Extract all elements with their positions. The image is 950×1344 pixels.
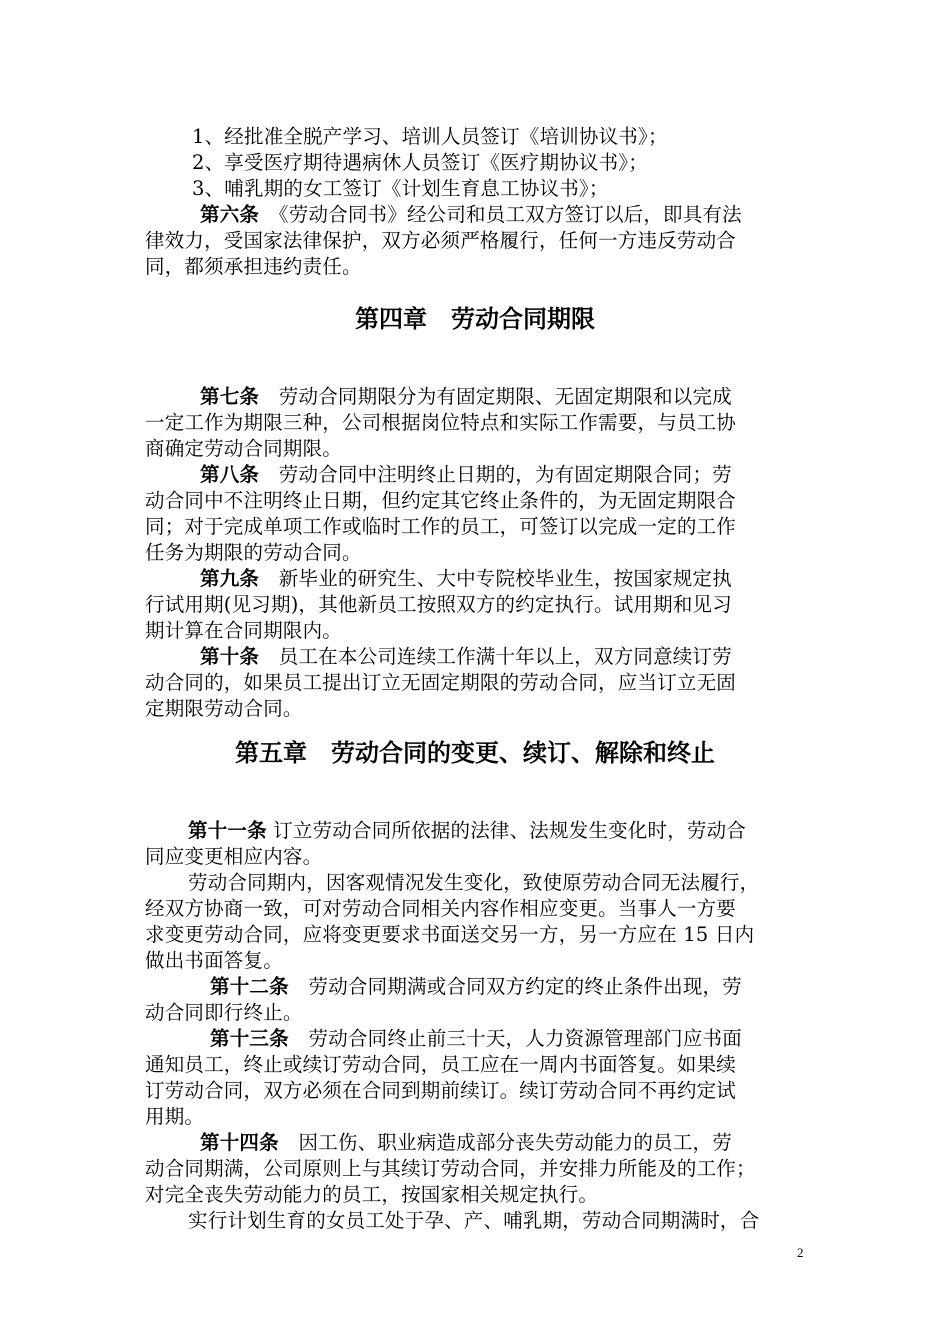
article-6-line: 律效力，受国家法律保护，双方必须严格履行，任何一方违反劳动合 <box>145 229 737 252</box>
article-12-line: 动合同即行终止。 <box>145 1001 303 1024</box>
article-label: 第十二条 <box>210 975 289 998</box>
article-label: 第十三条 <box>210 1027 289 1050</box>
article-label: 第六条 <box>200 203 260 226</box>
article-10-line: 定期限劳动合同。 <box>145 697 303 720</box>
paragraph-line: 劳动合同期内，因客观情况发生变化，致使原劳动合同无法履行， <box>188 871 760 894</box>
article-label: 第九条 <box>200 567 260 590</box>
article-13-line: 通知员工，终止或续订劳动合同，员工应在一周内书面答复。如果续 <box>145 1053 737 1076</box>
paragraph-line: 经双方协商一致，可对劳动合同相关内容作相应变更。当事人一方要 <box>145 897 737 920</box>
paragraph-line: 实行计划生育的女员工处于孕、产、哺乳期，劳动合同期满时，合 <box>188 1209 760 1232</box>
article-label: 第十一条 <box>188 819 267 842</box>
list-item: 1、经批准全脱产学习、培训人员签订《培训协议书》； <box>192 125 668 148</box>
article-8-line: 同；对于完成单项工作或临时工作的员工，可签订以完成一定的工作 <box>145 515 737 538</box>
article-7-line: 第七条 劳动合同期限分为有固定期限、无固定期限和以完成 <box>200 385 732 408</box>
article-label: 第十条 <box>200 645 260 668</box>
article-10-line: 第十条 员工在本公司连续工作满十年以上，双方同意续订劳 <box>200 645 732 668</box>
article-9-line: 第九条 新毕业的研究生、大中专院校毕业生，按国家规定执 <box>200 567 732 590</box>
article-7-line: 商确定劳动合同期限。 <box>145 437 343 460</box>
article-6-line: 第六条 《劳动合同书》经公司和员工双方签订以后，即具有法 <box>200 203 742 226</box>
paragraph-line: 做出书面答复。 <box>145 949 283 972</box>
list-item: 3、哺乳期的女工签订《计划生育息工协议书》； <box>192 177 609 200</box>
article-11-line: 第十一条 订立劳动合同所依据的法律、法规发生变化时，劳动合 <box>188 819 747 842</box>
chapter-heading: 第五章 劳动合同的变更、续订、解除和终止 <box>235 739 715 767</box>
article-label: 第十四条 <box>200 1131 279 1154</box>
article-8-line: 动合同中不注明终止日期，但约定其它终止条件的，为无固定期限合 <box>145 489 737 512</box>
article-12-line: 第十二条 劳动合同期满或合同双方约定的终止条件出现，劳 <box>210 975 742 998</box>
article-13-line: 第十三条 劳动合同终止前三十天，人力资源管理部门应书面 <box>210 1027 742 1050</box>
article-14-line: 动合同期满，公司原则上与其续订劳动合同，并安排力所能及的工作； <box>145 1157 756 1180</box>
page-number: 2 <box>797 1245 804 1260</box>
article-10-line: 动合同的，如果员工提出订立无固定期限的劳动合同，应当订立无固 <box>145 671 737 694</box>
article-8-line: 第八条 劳动合同中注明终止日期的，为有固定期限合同；劳 <box>200 463 732 486</box>
article-13-line: 用期。 <box>145 1105 205 1128</box>
article-9-line: 行试用期(见习期)，其他新员工按照双方的约定执行。试用期和见习 <box>145 593 732 616</box>
article-label: 第七条 <box>200 385 260 408</box>
article-label: 第八条 <box>200 463 260 486</box>
article-7-line: 一定工作为期限三种，公司根据岗位特点和实际工作需要，与员工协 <box>145 411 737 434</box>
list-item: 2、享受医疗期待遇病休人员签订《医疗期协议书》； <box>192 151 648 174</box>
article-13-line: 订劳动合同，双方必须在合同到期前续订。续订劳动合同不再约定试 <box>145 1079 737 1102</box>
article-14-line: 第十四条 因工伤、职业病造成部分丧失劳动能力的员工，劳 <box>200 1131 732 1154</box>
article-11-line: 同应变更相应内容。 <box>145 845 323 868</box>
article-6-line: 同，都须承担违约责任。 <box>145 255 362 278</box>
article-14-line: 对完全丧失劳动能力的员工，按国家相关规定执行。 <box>145 1183 599 1206</box>
paragraph-line: 求变更劳动合同，应将变更要求书面送交另一方，另一方应在 15 日内 <box>145 923 755 946</box>
chapter-heading: 第四章 劳动合同期限 <box>355 305 595 333</box>
article-8-line: 任务为期限的劳动合同。 <box>145 541 362 564</box>
article-9-line: 期计算在合同期限内。 <box>145 619 343 642</box>
